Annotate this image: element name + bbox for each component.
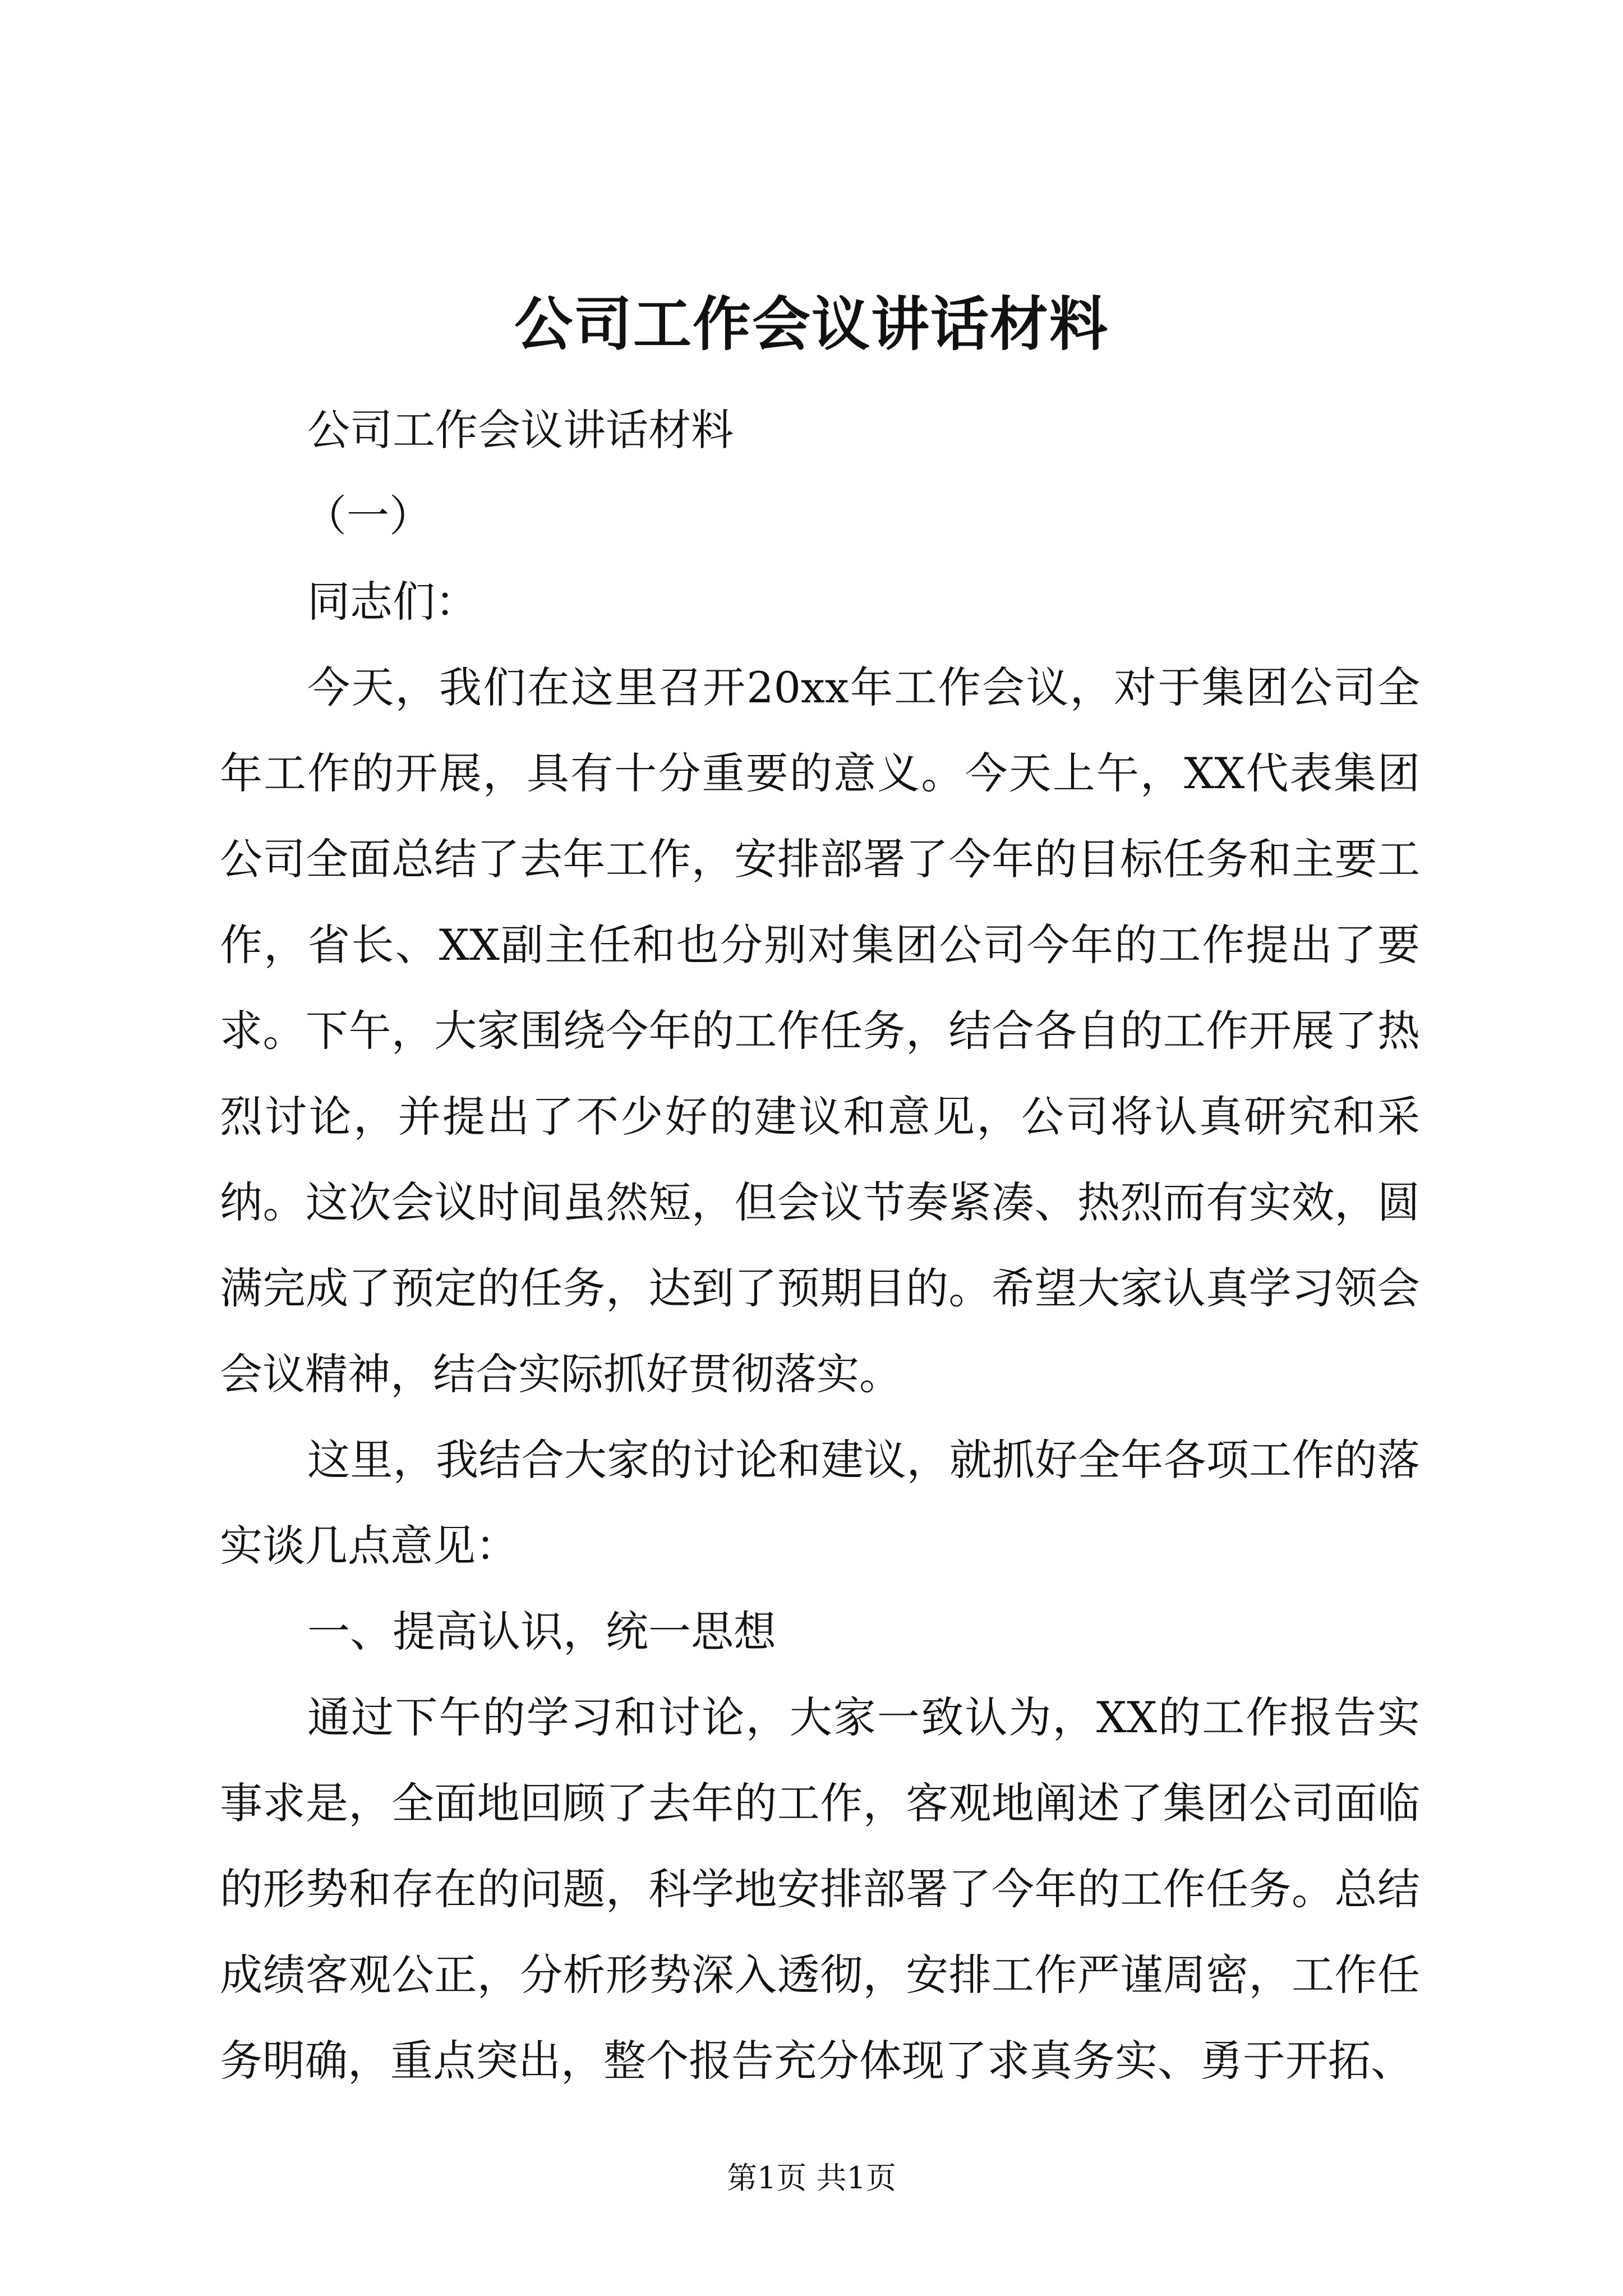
body-paragraph-heading-one: 一、提高认识，统一思想 xyxy=(307,1607,776,1657)
page-footer: 第1页 共1页 xyxy=(727,2160,896,2196)
body-paragraph-summary: 通过下午的学习和讨论，大家一致认为，XX的工作报告实事求是，全面地回顾了去年的工作，客观地阐述了集团公司面临的形势和存在的问题，科学地安排部署了今年的工作任务。总结成绩客观公正，分析形势深入透彻，安排工作严谨周密，工作任务明确，重点突出，整个报告充分体现了求真务实、勇于开拓、 xyxy=(220,1692,1420,2086)
document-body xyxy=(220,387,1420,2104)
body-paragraph-subtitle: 公司工作会议讲话材料 xyxy=(307,405,734,455)
body-paragraph-salutation: 同志们： xyxy=(307,577,478,627)
body-paragraph-opening: 今天，我们在这里召开20xx年工作会议，对于集团公司全年工作的开展，具有十分重要的意义。今天上午，XX代表集团公司全面总结了去年工作，安排部署了今年的目标任务和主要工作，省长、XX副主任和也分别对集团公司今年的工作提出了要求。下午，大家围绕今年的工作任务，结合各自的工作开展了热烈讨论，并提出了不少好的建议和意见，公司将认真研究和采纳。这次会议时间虽然短，但会议节奏紧凑、热烈而有实效，圆满完成了预定的任务，达到了预期目的。希望大家认真学习领会会议精神，结合实际抓好贯彻落实。 xyxy=(220,662,1420,1399)
body-paragraph-section-number: （一） xyxy=(304,491,432,541)
body-paragraph-transition: 这里，我结合大家的讨论和建议，就抓好全年各项工作的落实谈几点意见： xyxy=(220,1435,1420,1571)
document-title: 公司工作会议讲话材料 xyxy=(514,289,1109,358)
